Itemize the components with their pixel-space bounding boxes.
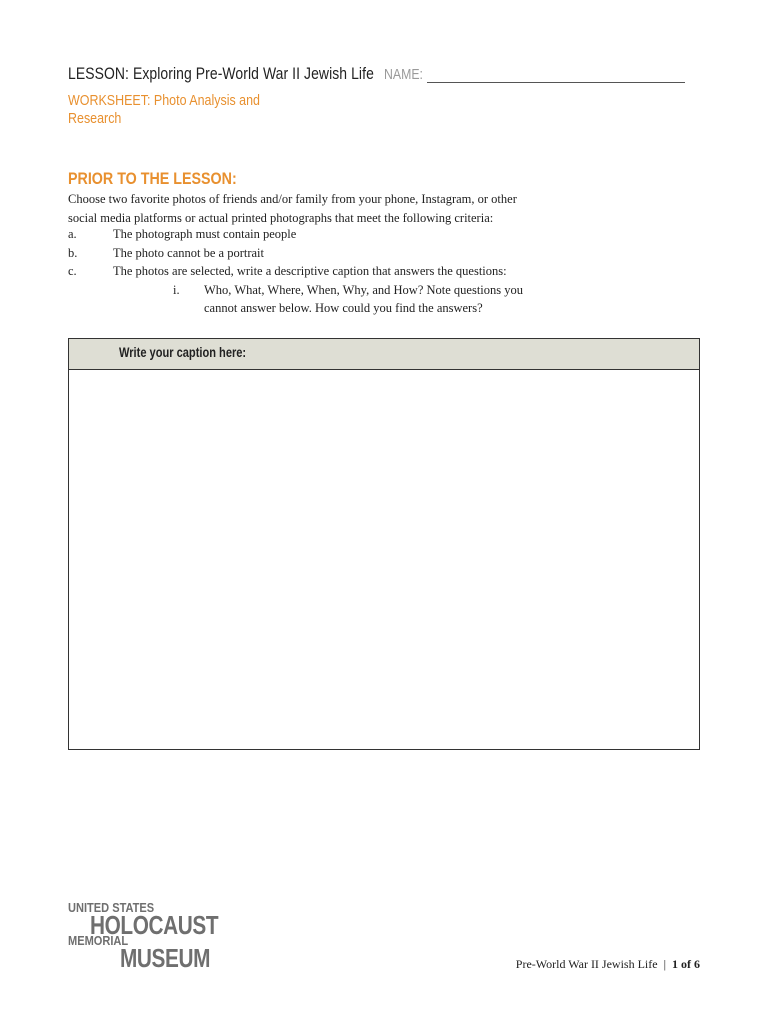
- name-label: NAME:: [384, 66, 423, 83]
- footer-title: Pre-World War II Jewish Life: [515, 957, 658, 971]
- list-text: The photograph must contain people: [113, 227, 297, 241]
- list-marker: c.: [68, 264, 77, 278]
- page-footer: [516, 957, 700, 972]
- name-field[interactable]: [427, 82, 685, 83]
- intro-line: Choose two favorite photos of friends and/or family from your phone, Instagram, or other: [68, 192, 517, 206]
- caption-text-area[interactable]: [69, 370, 699, 749]
- intro-paragraph: [68, 190, 588, 227]
- logo-line: HOLOCAUST: [90, 910, 219, 940]
- lesson-title: LESSON: Exploring Pre-World War II Jewish Life: [68, 64, 374, 83]
- intro-line: social media platforms or actual printed photographs that meet the following criteria:: [68, 210, 494, 225]
- page-number: 1 of 6: [672, 957, 700, 971]
- list-marker: b.: [68, 246, 78, 260]
- caption-box: [68, 338, 700, 750]
- caption-header: [69, 339, 699, 370]
- list-text: The photo cannot be a portrait: [113, 246, 264, 260]
- sub-list-text: cannot answer below. How could you find the answers?: [204, 301, 483, 315]
- sub-list-text: Who, What, Where, When, Why, and How? Note questions you: [204, 283, 524, 297]
- footer-separator: |: [663, 957, 666, 971]
- logo-line: MUSEUM: [120, 943, 211, 973]
- museum-logo: [68, 900, 219, 973]
- sub-list-marker: i.: [173, 283, 180, 297]
- list-text: The photos are selected, write a descriptive caption that answers the questions:: [113, 264, 507, 278]
- list-marker: a.: [68, 227, 77, 241]
- caption-label: Write your caption here:: [119, 345, 247, 360]
- logo-line: MEMORIAL: [68, 933, 129, 948]
- logo-line: UNITED STATES: [68, 900, 155, 915]
- section-heading: PRIOR TO THE LESSON:: [68, 169, 237, 188]
- worksheet-title: WORKSHEET: Photo Analysis and Research: [68, 93, 260, 127]
